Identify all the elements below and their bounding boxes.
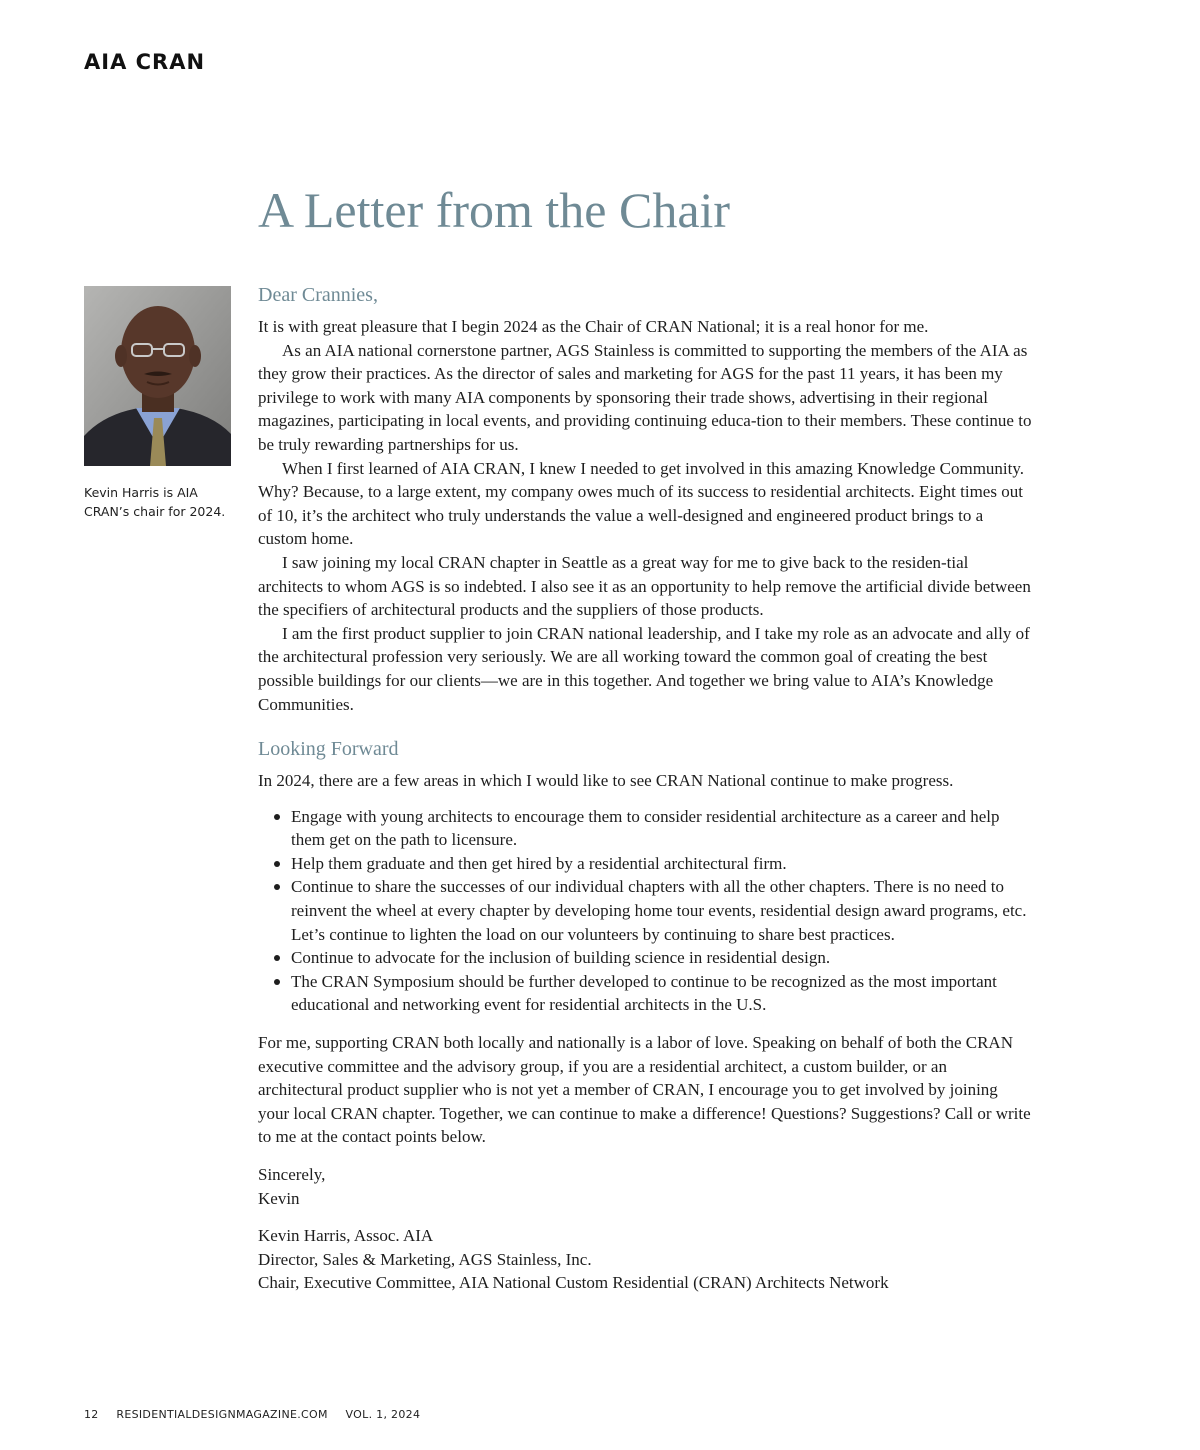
goals-list: [258, 805, 1033, 1017]
list-item: The CRAN Symposium should be further developed to continue to be recognized as the most important educational and networking event for residential architects in the U.S.: [272, 970, 1033, 1017]
section-label: AIA CRAN: [84, 50, 206, 74]
issue-label: VOL. 1, 2024: [345, 1408, 421, 1421]
portrait-photo: [84, 286, 231, 466]
page-number: 12: [84, 1408, 99, 1421]
letter-paragraph: I saw joining my local CRAN chapter in Seattle as a great way for me to give back to the residen-tial architects to whom AGS is so indebted. I also see it as an opportunity to help remove the artificial divide between the specifiers of architectural products and the suppliers of those products.: [258, 552, 1031, 620]
page-footer: [84, 1408, 434, 1421]
page-title: A Letter from the Chair: [258, 182, 731, 238]
signoff-line: Sincerely,: [258, 1165, 326, 1184]
section-heading: Looking Forward: [258, 738, 399, 761]
greeting: Dear Crannies,: [258, 284, 378, 306]
letter-paragraph: When I first learned of AIA CRAN, I knew I needed to get involved in this amazing Knowledge Community. Why? Because, to a large extent, my company owes much of its success to residential architects. Eight times out of 10, it’s the architect who truly understands the value a well-designed and engineered product brings to a custom home.: [258, 458, 1025, 549]
letter-body: [258, 282, 1033, 1295]
signature-line: Kevin Harris, Assoc. AIA: [258, 1226, 434, 1246]
list-item: Engage with young architects to encourage them to consider residential architecture as a career and help them get on the path to licensure.: [272, 805, 1033, 852]
list-item: Continue to share the successes of our individual chapters with all the other chapters. There is no need to reinvent the wheel at every chapter by developing home tour events, residential design award programs, etc. Let’s continue to lighten the load on our volunteers by continuing to share best practices.: [272, 875, 1033, 946]
website-link[interactable]: RESIDENTIALDESIGNMAGAZINE.COM: [116, 1408, 328, 1421]
list-item: Help them graduate and then get hired by a residential architectural firm.: [272, 852, 1033, 876]
section-intro: In 2024, there are a few areas in which I would like to see CRAN National continue to make progress.: [258, 771, 954, 791]
letter-paragraph: I am the first product supplier to join CRAN national leadership, and I take my role as an advocate and ally of the architectural profession very seriously. We are all working toward the common goal of creating the best possible buildings for our clients—we are in this together. And together we bring value to AIA’s Knowledge Communities.: [258, 623, 1030, 714]
portrait-illustration: [84, 286, 231, 466]
photo-caption: Kevin Harris is AIA CRAN’s chair for 2024.: [84, 485, 226, 519]
signature-line: Director, Sales & Marketing, AGS Stainless, Inc.: [258, 1249, 592, 1269]
list-item: Continue to advocate for the inclusion of building science in residential design.: [272, 946, 1033, 970]
signature-line: Chair, Executive Committee, AIA National Custom Residential (CRAN) Architects Network: [258, 1273, 889, 1293]
letter-paragraph: As an AIA national cornerstone partner, AGS Stainless is committed to supporting the members of the AIA as they grow their practices. As the director of sales and marketing for AGS for the past 11 years, it has been my privilege to work with many AIA components by sponsoring their trade shows, advertising in their regional magazines, participating in local events, and providing continuing educa-tion to their members. These continue to be truly rewarding partnerships for us.: [258, 340, 1032, 454]
signature-block: [258, 1224, 1033, 1295]
letter-paragraph: It is with great pleasure that I begin 2024 as the Chair of CRAN National; it is a real honor for me.: [258, 317, 929, 336]
signoff: [258, 1163, 1033, 1210]
closing-paragraph: For me, supporting CRAN both locally and nationally is a labor of love. Speaking on behalf of both the CRAN executive committee and the advisory group, if you are a residential architect, a custom builder, or an architectural product supplier who is not yet a member of CRAN, I encourage you to get involved by joining your local CRAN chapter. Together, we can continue to make a difference! Questions? Suggestions? Call or write to me at the contact points below.: [258, 1033, 1031, 1147]
signoff-name: Kevin: [258, 1188, 300, 1208]
